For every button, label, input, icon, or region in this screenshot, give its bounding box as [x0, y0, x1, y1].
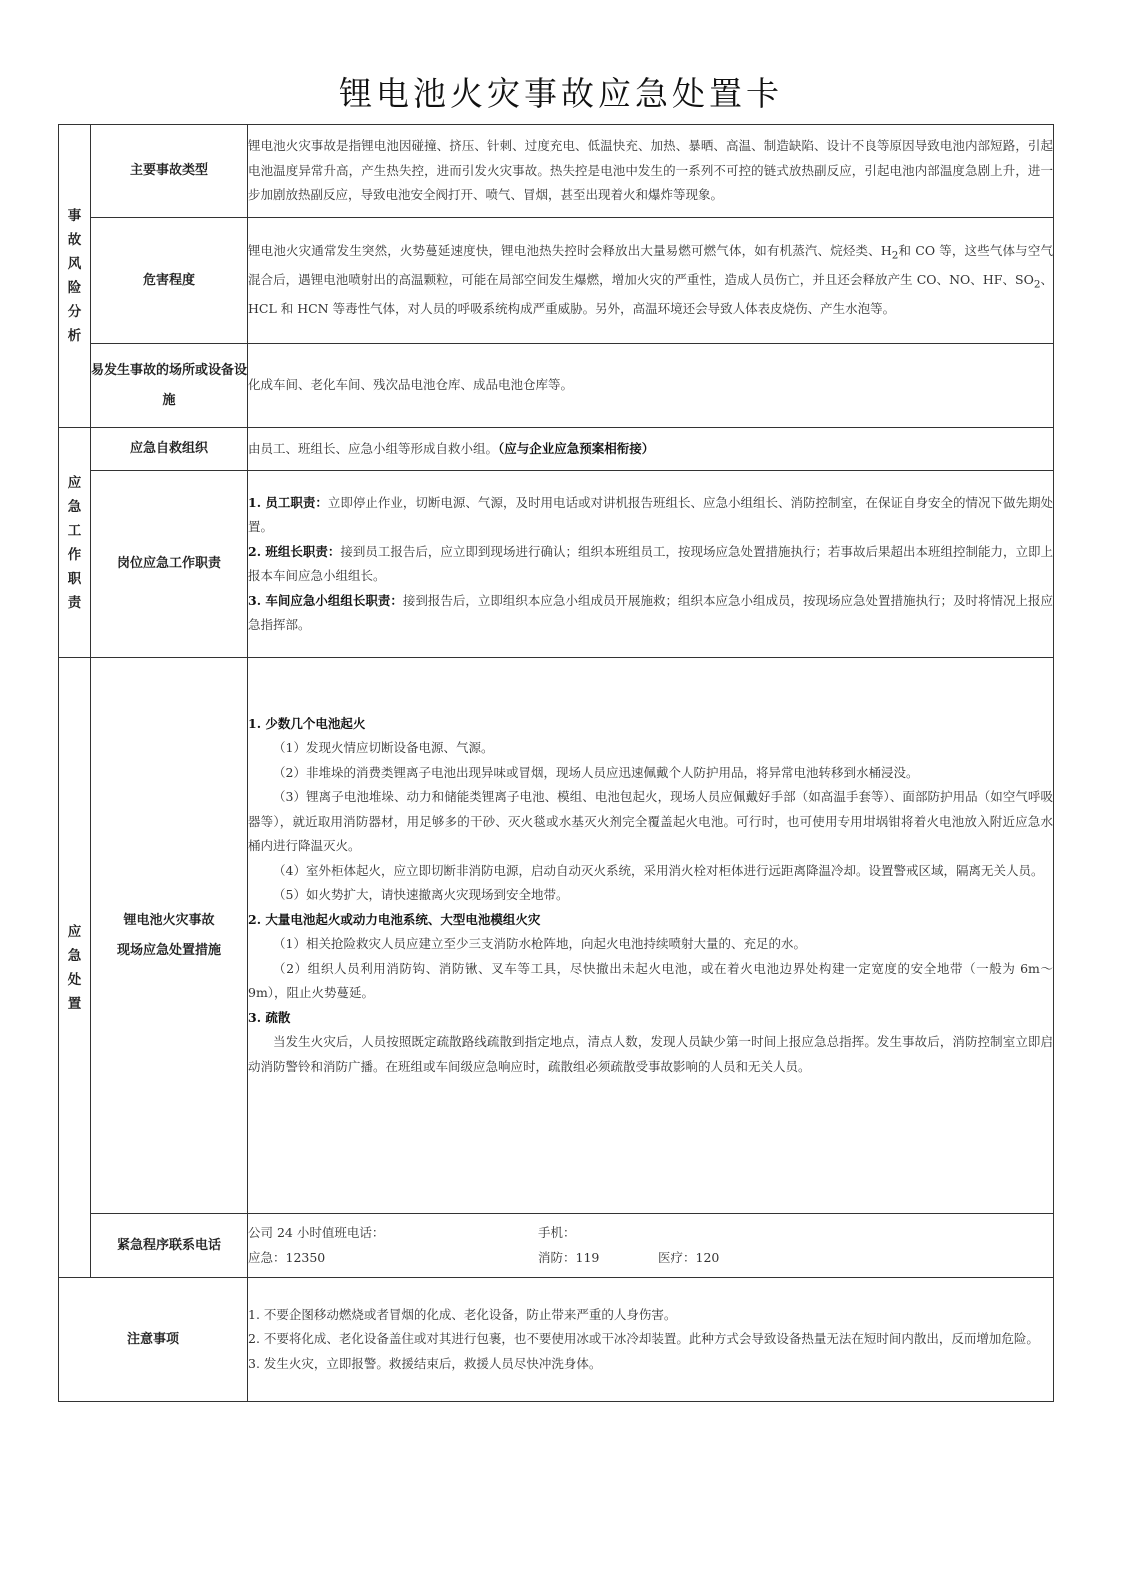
row-notes — [59, 1278, 1054, 1402]
page-title: 锂电池火灾事故应急处置卡 — [339, 74, 783, 113]
row-accident-types — [59, 125, 1054, 218]
measure-item: （2）组织人员利用消防钩、消防锹、叉车等工具，尽快撤出未起火电池，或在着火电池边界处构建一定宽度的安全地带（一般为 6m～9m），阻止火势蔓延。 — [248, 960, 1053, 1001]
measure-item: （1）发现火情应切断设备电源、气源。 — [273, 740, 494, 756]
duty-item: 3. 车间应急小组组长职责：接到报告后，立即组织本应急小组成员开展施救；组织本应急小组成员，按现场应急处置措施执行；及时将情况上报应急指挥部。 — [248, 592, 1053, 632]
fire-phone: 消防：119 — [538, 1249, 600, 1265]
row-accident-places — [59, 344, 1054, 428]
category-risk-analysis: 事 故 风 险 分 析 — [59, 125, 91, 428]
label-disposal-measures: 锂电池火灾事故 现场应急处置措施 — [91, 658, 248, 1214]
emergency-phone: 应急：12350 — [248, 1249, 326, 1265]
mobile-phone: 手机： — [538, 1225, 576, 1240]
content-hazard-level: 锂电池火灾通常发生突然，火势蔓延速度快，锂电池热失控时会释放出大量易燃可燃气体，如有机蒸汽、烷烃类、$H_2$和 CO 等，这些气体与空气混合后，遇锂电池喷射出的高温颗粒，可能在局部空间发生爆燃，增加火灾的严重性，造成人员伤亡，并且还会释放产生 CO、NO、HF、$SO_2$、HCL 和 HCN 等毒性气体，对人员的呼吸系统构成严重威胁。另外，高温环境还会导致人体表皮烧伤、产生水泡等。 — [248, 218, 1054, 344]
label-contact-phones: 紧急程序联系电话 — [91, 1214, 248, 1278]
content-contact-phones — [248, 1214, 1054, 1278]
row-post-duties — [59, 471, 1054, 658]
content-disposal-measures: 1. 少数几个电池起火 （1）发现火情应切断设备电源、气源。 （2）非堆垛的消费类锂离子电池出现异味或冒烟，现场人员应迅速佩戴个人防护用品，将异常电池转移到水桶浸没。 （3）锂离子电池堆垛、动力和储能类锂离子电池、模组、电池包起火，现场人员应佩戴好手部（如高温手套等）、面部防护用品（如空气呼吸器等），就近取用消防器材，用足够多的干砂、灭火毯或水基灭火剂完全覆盖起火电池。可行时，也可使用专用坩埚钳将着火电池放入附近应急水桶内进行降温灭火。 （4）室外柜体起火，应立即切断非消防电源，启动自动灭火系统，采用消火栓对柜体进行远距离降温冷却。设置警戒区域，隔离无关人员。 （5）如火势扩大，请快速撤离火灾现场到安全地带。 2. 大量电池起火或动力电池系统、大型电池模组火灾 （1）相关抢险救灾人员应建立至少三支消防水枪阵地，向起火电池持续喷射大量的、充足的水。 （2）组织人员利用消防钩、消防锹、叉车等工具，尽快撤出未起火电池，或在着火电池边界处构建一定宽度的安全地带（一般为 6m～9m），阻止火势蔓延。 3. 疏散 当发生火灾后，人员按照既定疏散路线疏散到指定地点，清点人数，发现人员缺少第一时间上报应急总指挥。发生事故后，消防控制室立即启动消防警铃和消防广播。在班组或车间级应急响应时，疏散组必须疏散受事故影响的人员和无关人员。 — [248, 658, 1054, 1214]
label-hazard-level: 危害程度 — [91, 218, 248, 344]
medical-phone: 医疗：120 — [658, 1249, 720, 1265]
measure-item: （3）锂离子电池堆垛、动力和储能类锂离子电池、模组、电池包起火，现场人员应佩戴好手部（如高温手套等）、面部防护用品（如空气呼吸器等），就近取用消防器材，用足够多的干砂、灭火毯或水基灭火剂完全覆盖起火电池。可行时，也可使用专用坩埚钳将着火电池放入附近应急水桶内进行降温灭火。 — [248, 789, 1053, 854]
note-item: 2. 不要将化成、老化设备盖住或对其进行包裹，也不要使用冰或干冰冷却装置。此种方式会导致设备热量无法在短时间内散出，反而增加危险。 — [248, 1331, 1039, 1347]
content-accident-places: 化成车间、老化车间、残次品电池仓库、成品电池仓库等。 — [248, 344, 1054, 428]
content-accident-types: 锂电池火灾事故是指锂电池因碰撞、挤压、针刺、过度充电、低温快充、加热、暴晒、高温、制造缺陷、设计不良等原因导致电池内部短路，引起电池温度异常升高，产生热失控，进而引发火灾事故。热失控是电池中发生的一系列不可控的链式放热副反应，引起电池内部温度急剧上升，进一步加剧放热副反应，导致电池安全阀打开、喷气、冒烟，甚至出现着火和爆炸等现象。 — [248, 125, 1054, 218]
label-accident-types: 主要事故类型 — [91, 125, 248, 218]
emergency-card-table — [58, 124, 1054, 1402]
category-emergency-disposal: 应 急 处 置 — [59, 658, 91, 1278]
row-self-rescue-org — [59, 428, 1054, 471]
measure-item: 当发生火灾后，人员按照既定疏散路线疏散到指定地点，清点人数，发现人员缺少第一时间上报应急总指挥。发生事故后，消防控制室立即启动消防警铃和消防广播。在班组或车间级应急响应时，疏散组必须疏散受事故影响的人员和无关人员。 — [248, 1034, 1053, 1074]
measure-item: （5）如火势扩大，请快速撤离火灾现场到安全地带。 — [273, 887, 569, 903]
measure-item: （2）非堆垛的消费类锂离子电池出现异味或冒烟，现场人员应迅速佩戴个人防护用品，将异常电池转移到水桶浸没。 — [273, 764, 919, 780]
measure-item: （4）室外柜体起火，应立即切断非消防电源，启动自动灭火系统，采用消火栓对柜体进行远距离降温冷却。设置警戒区域，隔离无关人员。 — [273, 862, 1044, 878]
label-post-duties: 岗位应急工作职责 — [91, 471, 248, 658]
row-contact-phones — [59, 1214, 1054, 1278]
row-hazard-level — [59, 218, 1054, 344]
duty-phone: 公司 24 小时值班电话： — [248, 1225, 385, 1240]
duty-item: 2. 班组长职责：接到员工报告后，应立即到现场进行确认；组织本班组员工，按现场应急处置措施执行；若事故后果超出本班组控制能力，立即上报本车间应急小组组长。 — [248, 543, 1053, 583]
label-notes: 注意事项 — [59, 1278, 248, 1402]
content-notes — [248, 1278, 1054, 1402]
duty-item: 1. 员工职责：立即停止作业，切断电源、气源，及时用电话或对讲机报告班组长、应急小组组长、消防控制室，在保证自身安全的情况下做先期处置。 — [248, 494, 1053, 534]
row-disposal-measures — [59, 658, 1054, 1214]
note-item: 1. 不要企图移动燃烧或者冒烟的化成、老化设备，防止带来严重的人身伤害。 — [248, 1306, 677, 1322]
content-self-rescue-org: 由员工、班组长、应急小组等形成自救小组。（应与企业应急预案相衔接） — [248, 428, 1054, 471]
measure-item: （1）相关抢险救灾人员应建立至少三支消防水枪阵地，向起火电池持续喷射大量的、充足的水。 — [273, 936, 806, 952]
label-accident-places: 易发生事故的场所或设备设施 — [91, 344, 248, 428]
category-emergency-duties: 应 急 工 作 职 责 — [59, 428, 91, 658]
label-self-rescue-org: 应急自救组织 — [91, 428, 248, 471]
note-item: 3. 发生火灾，立即报警。救援结束后，救援人员尽快冲洗身体。 — [248, 1355, 602, 1371]
content-post-duties — [248, 471, 1054, 658]
